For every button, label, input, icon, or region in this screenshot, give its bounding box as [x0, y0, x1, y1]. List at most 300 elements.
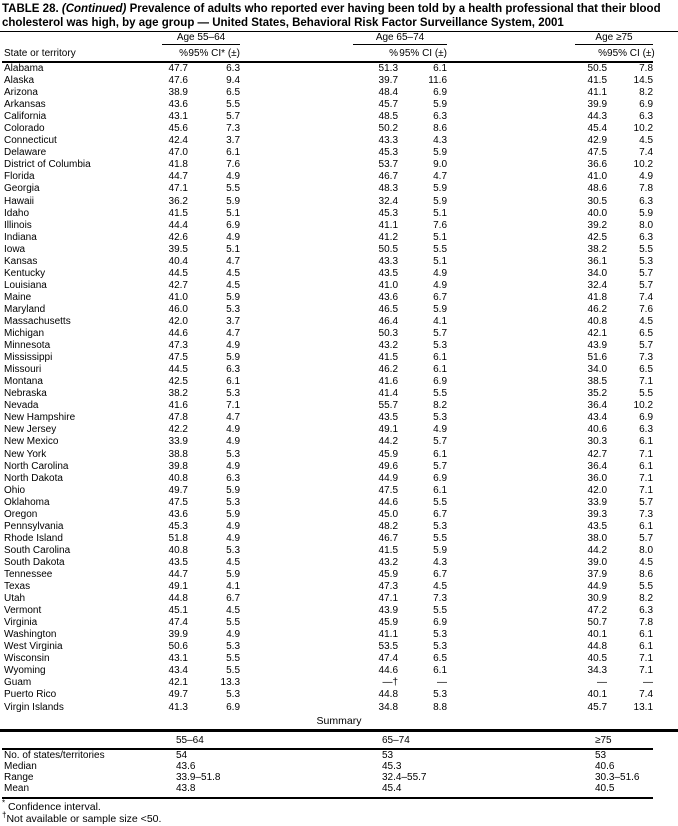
ci-55-64: 5.3	[226, 388, 241, 400]
ci-75-plus: 7.6	[639, 303, 654, 315]
pct-55-64: 40.8	[168, 544, 188, 556]
pct-55-64: 47.8	[168, 412, 188, 424]
pct-65-74: 45.9	[378, 448, 399, 460]
ci-75-plus: 8.2	[639, 87, 654, 99]
pct-75-plus: 42.1	[587, 328, 608, 340]
table-row	[2, 689, 653, 701]
pct-75-plus: 40.1	[587, 629, 608, 641]
table-row	[2, 605, 653, 617]
ci-65-74: 8.8	[433, 701, 448, 713]
pct-55-64: 43.6	[168, 508, 188, 520]
pct-75-plus: 40.6	[587, 424, 608, 436]
pct-65-74: 44.2	[378, 436, 399, 448]
state-name: Minnesota	[4, 340, 51, 352]
ci-65-74: 5.1	[433, 231, 448, 243]
pct-55-64: 43.1	[168, 653, 188, 665]
ci-75-plus: 5.7	[639, 267, 654, 279]
ci-65-74: 5.3	[433, 689, 448, 701]
pct-55-64: 43.6	[168, 99, 188, 111]
ci-75-plus: 8.6	[639, 568, 654, 580]
table-row	[2, 593, 653, 605]
ci-55-64: 4.9	[226, 532, 241, 544]
ci-75-plus: 14.5	[633, 75, 654, 87]
ci-75-plus: 7.8	[639, 183, 654, 195]
ci-header-75-plus: 95% CI (±)	[607, 45, 653, 62]
pct-55-64: 46.0	[168, 303, 188, 315]
pct-55-64: 44.4	[168, 219, 188, 231]
pct-65-74: 39.7	[378, 75, 399, 87]
pct-55-64: 33.9	[168, 436, 188, 448]
ci-65-74: 4.5	[433, 581, 448, 593]
table-row	[2, 196, 653, 208]
table-row	[2, 424, 653, 436]
ci-65-74: 4.9	[433, 279, 448, 291]
state-name: Maine	[4, 291, 32, 303]
pct-65-74: 44.6	[378, 496, 399, 508]
ci-65-74: 4.3	[433, 556, 448, 568]
state-name: Puerto Rico	[4, 689, 57, 701]
ci-75-plus: 5.7	[639, 279, 654, 291]
footnote-not-available: †Not available or sample size <50.	[2, 810, 162, 825]
ci-65-74: 4.3	[433, 135, 448, 147]
ci-55-64: 4.9	[226, 424, 241, 436]
ci-75-plus: 4.5	[639, 316, 654, 327]
pct-55-64: 50.6	[168, 641, 188, 653]
ci-65-74: 5.5	[433, 532, 448, 544]
state-name: Nebraska	[4, 388, 47, 400]
state-name: Rhode Island	[4, 532, 63, 544]
ci-75-plus: 7.1	[639, 448, 654, 460]
summary-rows	[2, 749, 653, 798]
pct-75-plus: 38.2	[587, 243, 608, 255]
ci-65-74: 5.5	[433, 243, 448, 255]
table-row	[2, 581, 653, 593]
state-name: Florida	[4, 171, 35, 183]
table-row	[2, 304, 653, 316]
pct-55-64: 41.0	[168, 291, 188, 303]
state-name: Arkansas	[4, 99, 46, 111]
pct-55-64: 38.8	[168, 448, 188, 460]
pct-75-plus: 45.7	[587, 701, 608, 713]
ci-75-plus: 4.5	[639, 135, 654, 147]
table-row	[2, 569, 653, 581]
state-name: Massachusetts	[4, 316, 71, 327]
ci-55-64: 4.5	[226, 279, 241, 291]
ci-75-plus: 5.7	[639, 496, 654, 508]
pct-65-74: 41.5	[378, 352, 399, 364]
ci-75-plus: 6.1	[639, 460, 654, 472]
summary-row-label: Median	[4, 760, 37, 772]
pct-55-64: 49.7	[168, 484, 188, 496]
table-title-text: Prevalence of adults who reported ever having been told by a health professional that their blood cholesterol was high, by age group — United States, Behavioral Risk Factor Surveillance System, 2001	[2, 3, 661, 29]
state-name: Tennessee	[4, 568, 53, 580]
ci-75-plus: 6.5	[639, 364, 654, 376]
pct-75-plus: 36.4	[587, 460, 608, 472]
pct-75-plus: 40.8	[587, 316, 608, 327]
table-number: TABLE 28.	[2, 3, 59, 15]
table-row	[2, 123, 653, 135]
state-name: New Hampshire	[4, 412, 76, 424]
ci-65-74: 11.6	[428, 75, 448, 87]
pct-75-plus: —	[597, 677, 608, 689]
table-row	[2, 497, 653, 509]
table-row	[2, 208, 653, 220]
pct-55-64: 45.6	[168, 123, 188, 135]
ci-75-plus: 6.1	[639, 520, 654, 532]
pct-75-plus: 41.0	[587, 171, 608, 183]
state-col-spacer	[2, 32, 162, 45]
pct-65-74: 48.4	[378, 87, 399, 99]
pct-75-plus: 43.5	[587, 520, 608, 532]
state-column-header: State or territory	[2, 45, 162, 62]
state-name: Hawaii	[4, 195, 35, 207]
ci-55-64: 6.3	[226, 364, 241, 376]
footnotes	[2, 798, 678, 825]
pct-75-plus: 30.3	[587, 436, 608, 448]
pct-65-74: 34.8	[378, 701, 399, 713]
pct-75-plus: 42.9	[587, 135, 608, 147]
pct-65-74: 50.3	[378, 328, 399, 340]
pct-75-plus: 34.0	[587, 267, 608, 279]
ci-75-plus: 5.7	[639, 340, 654, 352]
table-row	[2, 280, 653, 292]
ci-55-64: 4.7	[226, 328, 241, 340]
ci-55-64: 7.3	[226, 123, 241, 135]
summary-section-title: Summary	[0, 714, 678, 732]
state-name: Alabama	[4, 63, 44, 75]
pct-55-64: 39.5	[168, 243, 188, 255]
ci-65-74: 5.9	[433, 544, 448, 556]
pct-55-64: 49.7	[168, 689, 188, 701]
ci-65-74: 6.7	[433, 508, 448, 520]
pct-65-74: 43.3	[378, 255, 399, 267]
ci-55-64: 4.7	[226, 255, 241, 267]
summary-value-75-plus: 53	[595, 749, 607, 761]
table-row	[2, 316, 653, 328]
age-group-header-row	[2, 32, 653, 45]
pct-65-74: 43.2	[378, 340, 399, 352]
table-row	[2, 159, 653, 171]
summary-row	[2, 772, 653, 783]
ci-65-74: 6.9	[433, 87, 448, 99]
state-name: Georgia	[4, 183, 40, 195]
summary-label-spacer	[2, 732, 162, 749]
state-name: North Carolina	[4, 460, 69, 472]
pct-75-plus: 51.6	[587, 352, 608, 364]
pct-65-74: 48.2	[378, 520, 399, 532]
pct-65-74: 53.7	[378, 159, 399, 171]
ci-55-64: 4.9	[226, 460, 241, 472]
pct-55-64: 44.7	[168, 568, 188, 580]
pct-75-plus: 39.9	[587, 99, 608, 111]
state-name: Montana	[4, 376, 43, 388]
pct-55-64: 42.0	[168, 316, 188, 327]
pct-65-74: 41.5	[378, 544, 399, 556]
ci-55-64: 7.6	[226, 159, 241, 171]
pct-65-74: 49.6	[378, 460, 399, 472]
summary-row-label: Mean	[2, 783, 162, 798]
ci-55-64: 5.9	[226, 568, 241, 580]
table-row	[2, 87, 653, 99]
ci-55-64: 5.3	[226, 496, 241, 508]
table-row	[2, 545, 653, 557]
table-row	[2, 449, 653, 461]
ci-55-64: 4.9	[226, 171, 241, 183]
table-row	[2, 629, 653, 641]
ci-55-64: 6.3	[226, 472, 241, 484]
ci-55-64: 4.5	[226, 605, 241, 617]
ci-75-plus: 6.1	[639, 629, 654, 641]
pct-75-plus: 40.0	[587, 207, 608, 219]
ci-75-plus: 5.9	[639, 207, 654, 219]
table-title	[0, 0, 678, 32]
pct-55-64: 43.4	[168, 665, 188, 677]
ci-55-64: 5.5	[226, 617, 241, 629]
pct-65-74: 48.5	[378, 111, 399, 123]
pct-75-plus: 36.1	[587, 255, 608, 267]
pct-65-74: 41.1	[378, 219, 399, 231]
ci-55-64: 5.5	[226, 183, 241, 195]
ci-55-64: 5.7	[226, 111, 241, 123]
pct-55-64: 39.8	[168, 460, 188, 472]
state-name: Mississippi	[4, 352, 53, 364]
table-row	[2, 232, 653, 244]
table-row	[2, 557, 653, 569]
ci-55-64: 5.3	[226, 544, 241, 556]
pct-65-74: 41.2	[378, 231, 399, 243]
state-name: Illinois	[4, 219, 32, 231]
pct-55-64: 41.3	[168, 701, 188, 713]
ci-55-64: 4.9	[226, 629, 241, 641]
pct-header-55-64: %	[162, 45, 188, 62]
ci-55-64: 13.3	[220, 677, 241, 689]
table-row	[2, 111, 653, 123]
pct-65-74: 48.3	[378, 183, 399, 195]
table-row	[2, 171, 653, 183]
ci-65-74: 6.9	[433, 617, 448, 629]
ci-75-plus: 4.5	[639, 556, 654, 568]
state-name: California	[4, 111, 47, 123]
pct-65-74: 41.1	[378, 629, 399, 641]
ci-75-plus: 6.9	[639, 412, 654, 424]
summary-row-label: No. of states/territories	[4, 749, 105, 761]
state-name: Wisconsin	[4, 653, 50, 665]
state-name: Nevada	[4, 400, 39, 412]
ci-55-64: 7.1	[226, 400, 241, 412]
pct-75-plus: 40.1	[587, 689, 608, 701]
pct-55-64: 44.5	[168, 364, 188, 376]
ci-75-plus: —	[643, 677, 654, 689]
state-name: Arizona	[4, 87, 38, 99]
state-name: Oklahoma	[4, 496, 50, 508]
ci-55-64: 6.5	[226, 87, 241, 99]
state-name: Idaho	[4, 207, 30, 219]
table-row	[2, 653, 653, 665]
ci-65-74: 4.9	[433, 424, 448, 436]
table-row	[2, 244, 653, 256]
ci-55-64: 4.9	[226, 520, 241, 532]
table-row	[2, 701, 653, 713]
pct-75-plus: 47.5	[587, 147, 608, 159]
table-row	[2, 677, 653, 689]
summary-value-75-plus: 40.5	[447, 783, 653, 798]
ci-75-plus: 5.7	[639, 532, 654, 544]
pct-75-plus: 50.5	[587, 63, 608, 75]
pct-65-74: 45.3	[378, 207, 399, 219]
pct-55-64: 43.5	[168, 556, 188, 568]
pct-75-plus: 34.0	[587, 364, 608, 376]
pct-65-74: 47.1	[378, 593, 399, 605]
pct-55-64: 47.1	[168, 183, 188, 195]
ci-75-plus: 8.2	[639, 593, 654, 605]
pct-65-74: —†	[382, 677, 399, 689]
ci-75-plus: 7.1	[639, 665, 654, 677]
table-row	[2, 268, 653, 280]
table-row	[2, 521, 653, 533]
ci-75-plus: 10.2	[633, 159, 654, 171]
ci-65-74: 5.1	[433, 207, 448, 219]
state-name: Utah	[4, 593, 26, 605]
pct-55-64: 43.1	[168, 111, 188, 123]
summary-value-65-74: 45.3	[382, 760, 402, 772]
ci-65-74: 6.7	[433, 568, 448, 580]
state-name: South Carolina	[4, 544, 71, 556]
table-row	[2, 412, 653, 424]
summary-value-55-64: 33.9–51.8	[176, 771, 221, 783]
pct-65-74: 43.5	[378, 267, 399, 279]
ci-65-74: 6.3	[433, 111, 448, 123]
pct-65-74: 43.3	[378, 135, 399, 147]
footnote-ci: * Confidence interval.	[2, 798, 101, 813]
ci-55-64: 4.9	[226, 231, 241, 243]
pct-65-74: 43.2	[378, 556, 399, 568]
pct-75-plus: 35.2	[587, 388, 608, 400]
ci-55-64: 4.5	[226, 556, 241, 568]
pct-55-64: 44.8	[168, 593, 188, 605]
pct-55-64: 41.8	[168, 159, 188, 171]
pct-55-64: 42.6	[168, 231, 188, 243]
ci-75-plus: 7.1	[639, 472, 654, 484]
pct-55-64: 38.9	[168, 87, 188, 99]
state-name: Virgin Islands	[4, 701, 64, 713]
pct-65-74: 47.3	[378, 581, 399, 593]
pct-55-64: 36.2	[168, 195, 188, 207]
ci-55-64: 5.3	[226, 303, 241, 315]
ci-55-64: 5.9	[226, 352, 241, 364]
ci-75-plus: 7.8	[639, 617, 654, 629]
pct-header-75-plus: %	[447, 45, 607, 62]
age-group-55-64-header: Age 55–64	[162, 32, 240, 45]
state-name: New York	[4, 448, 47, 460]
pct-75-plus: 44.9	[587, 581, 608, 593]
state-name: Kentucky	[4, 267, 46, 279]
table-row	[2, 509, 653, 521]
pct-65-74: 45.9	[378, 617, 399, 629]
summary-value-65-74: 32.4–55.7	[382, 771, 427, 783]
ci-75-plus: 5.5	[639, 243, 654, 255]
state-name: Oregon	[4, 508, 38, 520]
state-name: Delaware	[4, 147, 47, 159]
ci-55-64: 4.5	[226, 267, 241, 279]
state-name: District of Columbia	[4, 159, 91, 171]
state-name: Missouri	[4, 364, 42, 376]
ci-65-74: 5.9	[433, 147, 448, 159]
state-rows	[2, 62, 653, 714]
table-row	[2, 473, 653, 485]
ci-75-plus: 7.4	[639, 689, 654, 701]
ci-55-64: 5.5	[226, 653, 241, 665]
age-group-65-74-header: Age 65–74	[240, 32, 447, 45]
pct-65-74: 55.7	[378, 400, 399, 412]
pct-65-74: 41.0	[378, 279, 399, 291]
state-name: Wyoming	[4, 665, 46, 677]
pct-55-64: 42.2	[168, 424, 188, 436]
ci-55-64: 4.1	[226, 581, 241, 593]
state-name: Iowa	[4, 243, 26, 255]
ci-75-plus: 6.1	[639, 641, 654, 653]
ci-65-74: 5.3	[433, 340, 448, 352]
pct-75-plus: 41.1	[587, 87, 608, 99]
summary-header-row	[2, 732, 653, 749]
ci-55-64: 4.9	[226, 436, 241, 448]
state-name: Indiana	[4, 231, 37, 243]
pct-75-plus: 37.9	[587, 568, 608, 580]
state-name: Texas	[4, 581, 31, 593]
ci-75-plus: 13.1	[633, 701, 654, 713]
ci-75-plus: 7.1	[639, 653, 654, 665]
pct-75-plus: 34.3	[587, 665, 608, 677]
pct-55-64: 42.1	[168, 677, 188, 689]
state-name: Washington	[4, 629, 57, 641]
pct-65-74: 46.7	[378, 171, 399, 183]
pct-75-plus: 39.2	[587, 219, 608, 231]
pct-75-plus: 47.2	[587, 605, 608, 617]
pct-75-plus: 38.5	[587, 376, 608, 388]
pct-65-74: 44.8	[378, 689, 399, 701]
ci-55-64: 4.7	[226, 412, 241, 424]
pct-75-plus: 48.6	[587, 183, 608, 195]
state-name: Michigan	[4, 328, 45, 340]
pct-65-74: 46.7	[378, 532, 399, 544]
pct-75-plus: 30.9	[587, 593, 608, 605]
ci-65-74: 4.1	[433, 316, 448, 327]
state-name: New Jersey	[4, 424, 57, 436]
pct-75-plus: 40.5	[587, 653, 608, 665]
ci-75-plus: 6.3	[639, 111, 654, 123]
ci-55-64: 5.9	[226, 508, 241, 520]
pct-65-74: 43.9	[378, 605, 399, 617]
state-name: Colorado	[4, 123, 45, 135]
ci-55-64: 9.4	[226, 75, 241, 87]
table-row	[2, 99, 653, 111]
pct-65-74: 41.6	[378, 376, 399, 388]
ci-75-plus: 6.3	[639, 605, 654, 617]
summary-value-65-74: 45.4	[240, 783, 447, 798]
state-name: Vermont	[4, 605, 42, 617]
pct-65-74: 46.4	[378, 316, 399, 327]
pct-55-64: 42.5	[168, 376, 188, 388]
ci-header-55-64: 95% CI* (±)	[188, 45, 240, 62]
ci-65-74: 4.7	[433, 171, 448, 183]
state-name: Alaska	[4, 75, 35, 87]
table-row	[2, 400, 653, 412]
ci-65-74: —	[437, 677, 448, 689]
ci-65-74: 5.9	[433, 183, 448, 195]
ci-75-plus: 6.3	[639, 231, 654, 243]
summary-table	[2, 732, 653, 799]
pct-65-74: 44.9	[378, 472, 399, 484]
pct-55-64: 40.4	[168, 255, 188, 267]
